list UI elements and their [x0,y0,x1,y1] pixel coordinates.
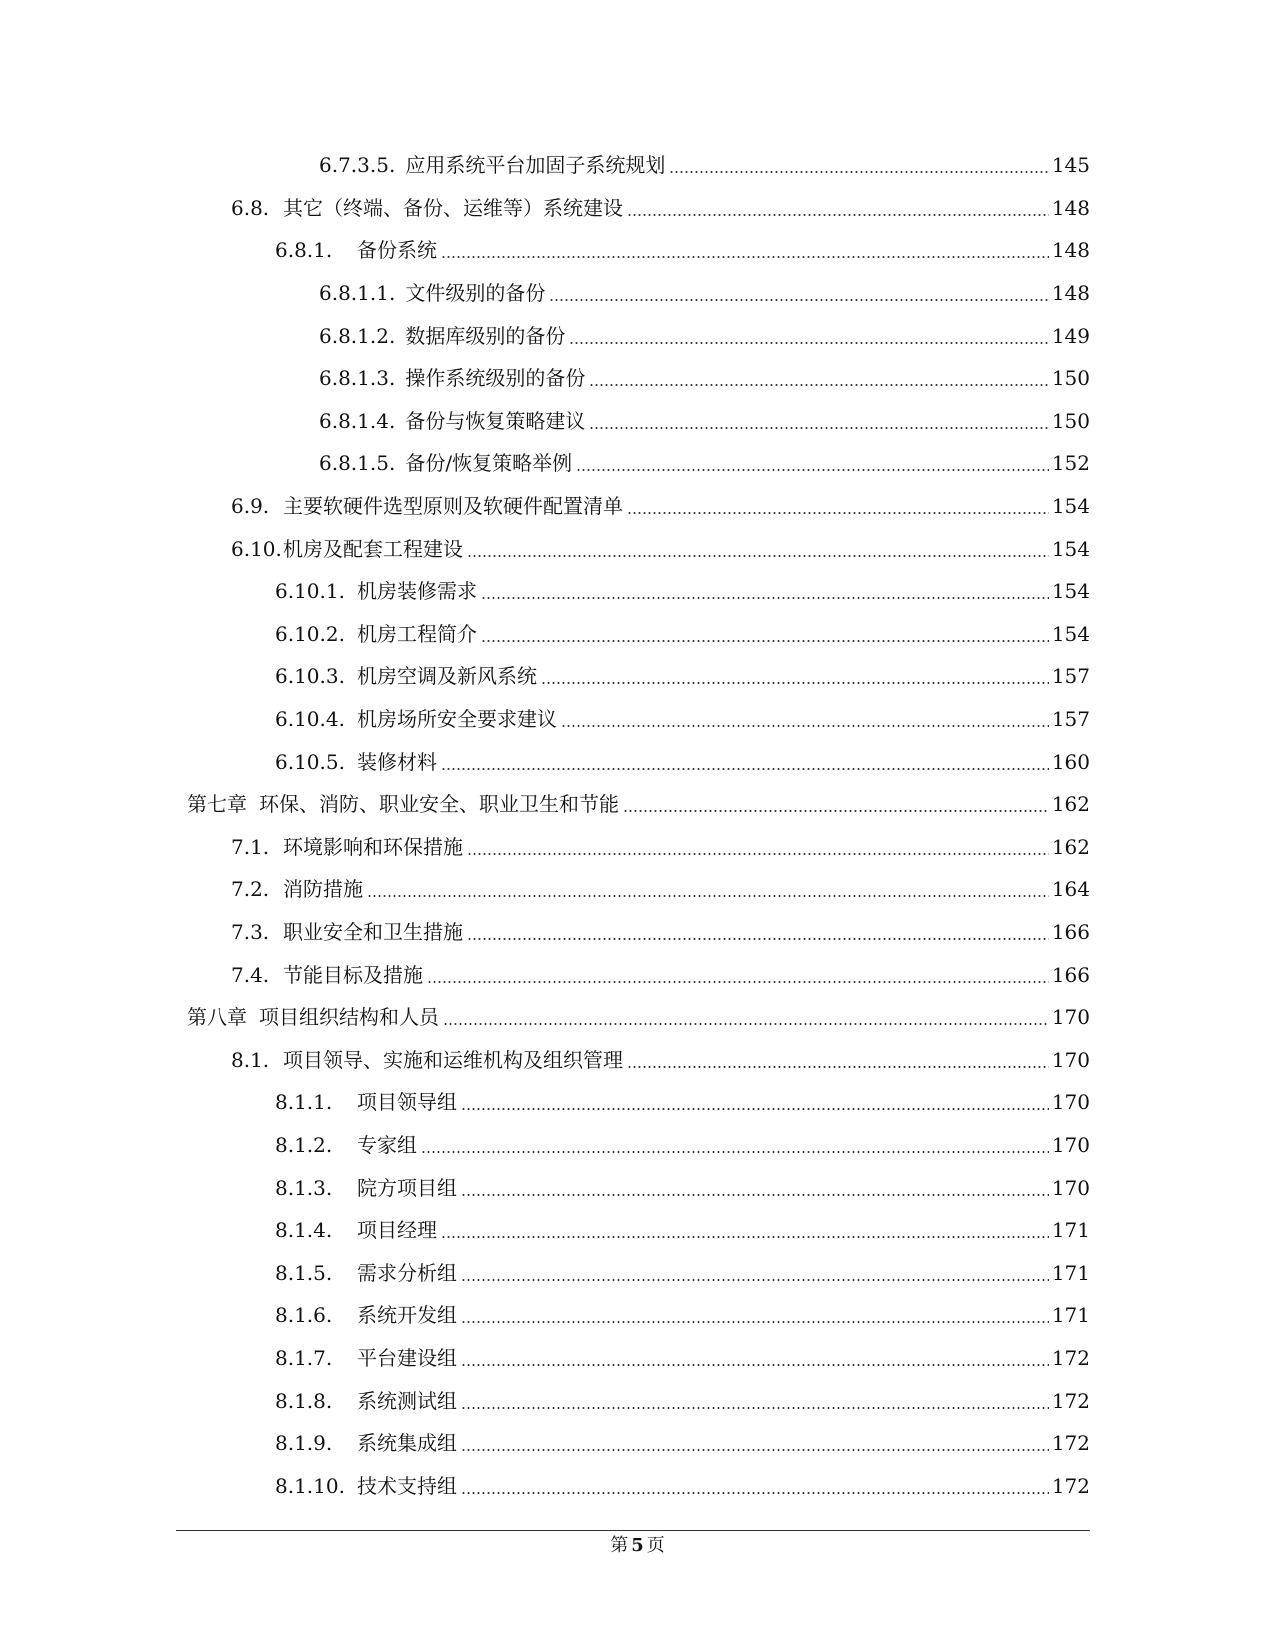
dot-leader [627,512,1049,514]
toc-entry-title: 项目领导组 [357,1090,457,1115]
toc-entry-page: 172 [1051,1473,1090,1498]
toc-entry-page: 154 [1051,494,1090,519]
dot-leader [589,427,1048,429]
toc-entry[interactable] [187,953,1090,996]
toc-entry-number: 6.8.1. [275,238,333,263]
dot-leader [461,1364,1049,1366]
toc-entry-page: 172 [1051,1345,1090,1370]
page-footer [0,1534,1275,1558]
toc-entry-title: 环保、消防、职业安全、职业卫生和节能 [259,792,619,817]
toc-entry-title: 装修材料 [357,749,437,774]
toc-entry-title: 机房工程简介 [357,621,477,646]
toc-entry-page: 157 [1051,707,1090,732]
toc-entry-page: 172 [1051,1388,1090,1413]
toc-entry[interactable] [187,911,1090,954]
toc-entry-number: 6.8.1.4. [319,408,396,433]
toc-entry-page: 148 [1051,238,1090,263]
toc-entry-title: 系统测试组 [357,1388,457,1413]
toc-entry-page: 152 [1051,451,1090,476]
toc-entry-number: 6.10.5. [275,749,345,774]
dot-leader [461,1449,1049,1451]
toc-entry-number: 6.8.1.2. [319,323,396,348]
toc-entry-number: 8.1.10. [275,1473,345,1498]
toc-entry-number: 6.10.4. [275,707,345,732]
dot-leader [367,895,1049,897]
dot-leader [467,555,1049,557]
toc-entry-title: 环境影响和环保措施 [283,834,463,859]
toc-entry[interactable] [187,613,1090,656]
toc-entry-page: 150 [1051,366,1090,391]
toc-entry[interactable] [187,868,1090,911]
toc-entry-page: 154 [1051,536,1090,561]
toc-entry-number: 6.9. [231,494,270,519]
toc-entry[interactable] [187,570,1090,613]
toc-entry-title: 项目领导、实施和运维机构及组织管理 [283,1047,623,1072]
toc-entry-number: 8.1.4. [275,1218,333,1243]
dot-leader [623,810,1049,812]
toc-entry[interactable] [187,1379,1090,1422]
toc-entry[interactable] [187,655,1090,698]
toc-entry-page: 171 [1051,1218,1090,1243]
toc-entry[interactable] [187,826,1090,869]
toc-entry[interactable] [187,1081,1090,1124]
toc-entry-number: 7.2. [231,877,270,902]
dot-leader [441,1236,1049,1238]
toc-entry[interactable] [187,272,1090,315]
toc-entry-number: 7.1. [231,834,270,859]
toc-entry-page: 170 [1051,1005,1090,1030]
toc-entry-title: 应用系统平台加固子系统规划 [405,153,666,178]
dot-leader [627,1066,1049,1068]
toc-entry-number: 6.7.3.5. [319,153,396,178]
toc-entry-title: 院方项目组 [357,1175,457,1200]
dot-leader [441,768,1049,770]
toc-entry[interactable] [187,1294,1090,1337]
toc-entry-page: 162 [1051,834,1090,859]
toc-entry-page: 171 [1051,1303,1090,1328]
toc-entry-number: 6.8.1.5. [319,451,396,476]
toc-entry[interactable] [187,357,1090,400]
toc-entry-page: 162 [1051,792,1090,817]
toc-entry-number: 8.1.9. [275,1431,333,1456]
toc-entry-page: 170 [1051,1132,1090,1157]
toc-entry-page: 170 [1051,1047,1090,1072]
toc-entry-page: 164 [1051,877,1090,902]
table-of-contents [187,144,1090,1507]
toc-entry-page: 170 [1051,1090,1090,1115]
toc-entry[interactable] [187,1209,1090,1252]
toc-entry-number: 8.1.1. [275,1090,333,1115]
dot-leader [627,214,1049,216]
dot-leader [576,469,1049,471]
toc-chapter-entry[interactable] [187,783,1090,826]
dot-leader [461,1194,1049,1196]
toc-entry-title: 文件级别的备份 [405,281,546,306]
toc-entry-number: 8.1.3. [275,1175,333,1200]
toc-entry-title: 技术支持组 [357,1473,457,1498]
dot-leader [421,1151,1049,1153]
toc-entry-number: 6.10.1. [275,579,345,604]
toc-entry-title: 备份与恢复策略建议 [405,408,586,433]
toc-entry-number: 6.8.1.1. [319,281,396,306]
toc-entry[interactable] [187,229,1090,272]
toc-entry-page: 171 [1051,1260,1090,1285]
dot-leader [669,171,1048,173]
toc-entry[interactable] [187,1251,1090,1294]
toc-entry-title: 职业安全和卫生措施 [283,919,463,944]
toc-entry-page: 160 [1051,749,1090,774]
toc-entry-number: 8.1.2. [275,1132,333,1157]
dot-leader [569,342,1048,344]
toc-entry-page: 154 [1051,579,1090,604]
toc-entry[interactable] [187,740,1090,783]
toc-entry-page: 157 [1051,664,1090,689]
toc-entry-page: 166 [1051,919,1090,944]
toc-entry-page: 149 [1051,323,1090,348]
toc-entry-title: 平台建设组 [357,1345,457,1370]
toc-entry-title: 操作系统级别的备份 [405,366,586,391]
toc-entry-title: 数据库级别的备份 [405,323,566,348]
toc-entry[interactable] [187,1337,1090,1380]
toc-entry-number: 第七章 [187,792,247,817]
toc-entry-page: 154 [1051,621,1090,646]
toc-entry-title: 备份/恢复策略举例 [405,451,573,476]
dot-leader [481,597,1049,599]
toc-entry-page: 150 [1051,408,1090,433]
toc-entry-number: 7.3. [231,919,270,944]
toc-entry-number: 8.1.5. [275,1260,333,1285]
toc-entry-title: 主要软硬件选型原则及软硬件配置清单 [283,494,623,519]
toc-entry-number: 6.8.1.3. [319,366,396,391]
toc-entry-title: 机房装修需求 [357,579,477,604]
toc-entry[interactable] [187,1166,1090,1209]
toc-entry-title: 项目组织结构和人员 [259,1005,439,1030]
toc-entry-title: 系统开发组 [357,1303,457,1328]
dot-leader [461,1492,1049,1494]
dot-leader [481,640,1049,642]
toc-entry[interactable] [187,187,1090,230]
toc-entry-number: 第八章 [187,1005,247,1030]
dot-leader [467,853,1049,855]
toc-entry-title: 消防措施 [283,877,363,902]
toc-entry-title: 其它（终端、备份、运维等）系统建设 [283,195,623,220]
dot-leader [541,682,1049,684]
toc-entry-title: 机房及配套工程建设 [283,536,463,561]
toc-entry-number: 6.10.2. [275,621,345,646]
dot-leader [589,384,1048,386]
toc-entry[interactable] [187,1464,1090,1507]
footer-page-number: 5 [631,1535,644,1556]
footer-suffix: 页 [646,1535,665,1556]
footer-prefix: 第 [610,1535,629,1556]
toc-entry-number: 6.10. [231,536,282,561]
dot-leader [441,256,1049,258]
toc-entry[interactable] [187,698,1090,741]
toc-entry-page: 145 [1051,153,1090,178]
toc-entry[interactable] [187,485,1090,528]
toc-entry-title: 系统集成组 [357,1431,457,1456]
toc-entry-title: 专家组 [357,1132,417,1157]
dot-leader [549,299,1048,301]
toc-entry[interactable] [187,1038,1090,1081]
toc-entry-title: 机房空调及新风系统 [357,664,537,689]
dot-leader [443,1023,1049,1025]
dot-leader [461,1108,1049,1110]
dot-leader [461,1279,1049,1281]
toc-entry-page: 166 [1051,962,1090,987]
toc-entry-title: 机房场所安全要求建议 [357,707,557,732]
dot-leader [461,1407,1049,1409]
toc-entry[interactable] [187,314,1090,357]
toc-entry-number: 8.1.6. [275,1303,333,1328]
dot-leader [427,981,1049,983]
toc-entry[interactable] [187,527,1090,570]
toc-entry[interactable] [187,442,1090,485]
toc-entry-page: 148 [1051,281,1090,306]
footer-divider [176,1530,1090,1531]
toc-entry-title: 节能目标及措施 [283,962,423,987]
toc-entry-number: 8.1. [231,1047,270,1072]
dot-leader [461,1321,1049,1323]
toc-entry-page: 172 [1051,1431,1090,1456]
toc-entry-title: 备份系统 [357,238,437,263]
toc-chapter-entry[interactable] [187,996,1090,1039]
toc-entry-page: 170 [1051,1175,1090,1200]
toc-entry[interactable] [187,1422,1090,1465]
toc-entry-title: 项目经理 [357,1218,437,1243]
toc-entry[interactable] [187,1124,1090,1167]
toc-entry-number: 6.10.3. [275,664,345,689]
toc-entry-number: 7.4. [231,962,270,987]
toc-entry-number: 8.1.8. [275,1388,333,1413]
toc-entry-page: 148 [1051,195,1090,220]
toc-entry[interactable] [187,400,1090,443]
toc-entry[interactable] [187,144,1090,187]
toc-entry-number: 6.8. [231,195,270,220]
dot-leader [561,725,1049,727]
dot-leader [467,938,1049,940]
toc-entry-title: 需求分析组 [357,1260,457,1285]
toc-entry-number: 8.1.7. [275,1345,333,1370]
